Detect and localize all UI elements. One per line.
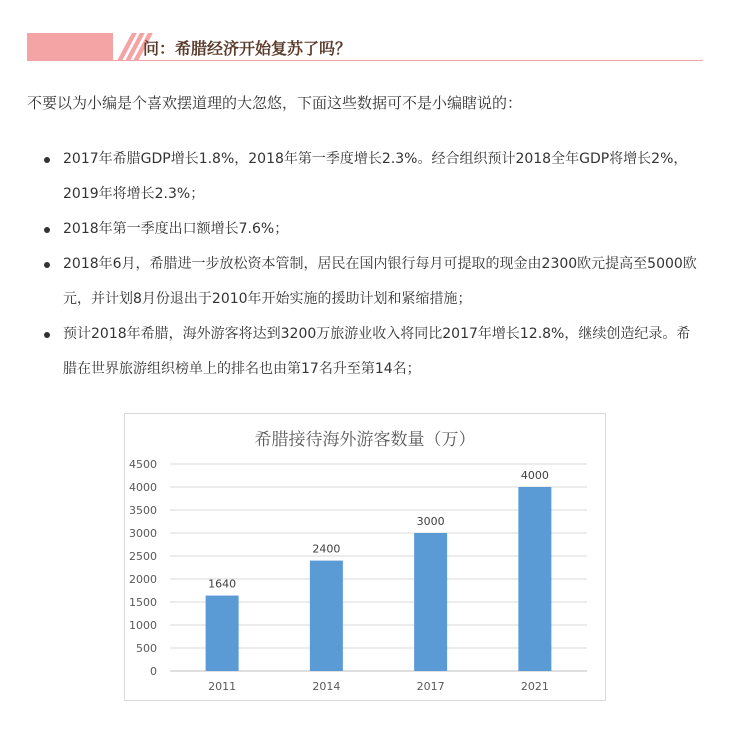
data-label-2014: 2400 — [312, 542, 341, 556]
y-tick-label: 2000 — [129, 573, 157, 586]
chart-title: 希腊接待海外游客数量（万） — [254, 430, 476, 450]
x-tick-label-2021: 2021 — [520, 680, 549, 693]
y-tick-label: 500 — [136, 642, 157, 655]
y-tick-label: 2500 — [129, 550, 157, 563]
y-tick-label: 3000 — [129, 527, 157, 540]
x-tick-label-2014: 2014 — [312, 680, 341, 693]
bar-2021 — [518, 487, 551, 671]
bar-2011 — [206, 596, 239, 671]
list-item — [27, 317, 717, 387]
list-item — [27, 212, 717, 247]
y-tick-label: 0 — [150, 665, 157, 678]
list-item-text: 2018年第一季度出口额增长7.6%； — [63, 221, 289, 237]
header-underline — [27, 60, 703, 61]
bullet-dot-icon — [44, 157, 50, 163]
bar-chart — [124, 413, 606, 701]
data-label-2021: 4000 — [520, 469, 549, 482]
list-item-text: 预计2018年希腊，海外游客将达到3200万旅游业收入将同比2017年增长12.8%，继续创造纪录。希腊在世界旅游组织榜单上的排名也由第17名升至第14名； — [63, 326, 691, 377]
chart-y-axis — [129, 458, 157, 678]
x-tick-label-2017: 2017 — [416, 680, 445, 693]
bullet-dot-icon — [44, 227, 50, 233]
header-accent-block — [27, 33, 113, 61]
y-tick-label: 1000 — [129, 619, 157, 632]
section-header — [27, 33, 703, 61]
bar-2014 — [310, 561, 343, 671]
y-tick-label: 4500 — [129, 458, 157, 471]
list-item — [27, 247, 717, 317]
bullet-dot-icon — [44, 332, 50, 338]
bullet-dot-icon — [44, 262, 50, 268]
list-item-text: 2018年6月，希腊进一步放松资本管制，居民在国内银行每月可提取的现金由2300欧元提高至5000欧元，并计划8月份退出于2010年开始实施的援助计划和紧缩措施； — [63, 256, 697, 307]
list-item — [27, 142, 717, 212]
intro-paragraph: 不要以为小编是个喜欢摆道理的大忽悠，下面这些数据可不是小编瞎说的： — [27, 94, 523, 112]
y-tick-label: 3500 — [129, 504, 157, 517]
bar-2017 — [414, 533, 447, 671]
data-label-2017: 3000 — [416, 515, 445, 528]
data-label-2011: 1640 — [208, 577, 237, 591]
y-tick-label: 1500 — [129, 596, 157, 609]
section-title: 问：希腊经济开始复苏了吗？ — [143, 39, 352, 58]
x-tick-label-2011: 2011 — [208, 680, 237, 693]
bullet-list — [27, 142, 717, 387]
chart-x-axis — [208, 680, 549, 693]
list-item-text: 2017年希腊GDP增长1.8%，2018年第一季度增长2.3%。经合组织预计2018全年GDP将增长2%，2019年将增长2.3%； — [63, 151, 688, 202]
chart-canvas — [125, 414, 605, 700]
y-tick-label: 4000 — [129, 481, 157, 494]
